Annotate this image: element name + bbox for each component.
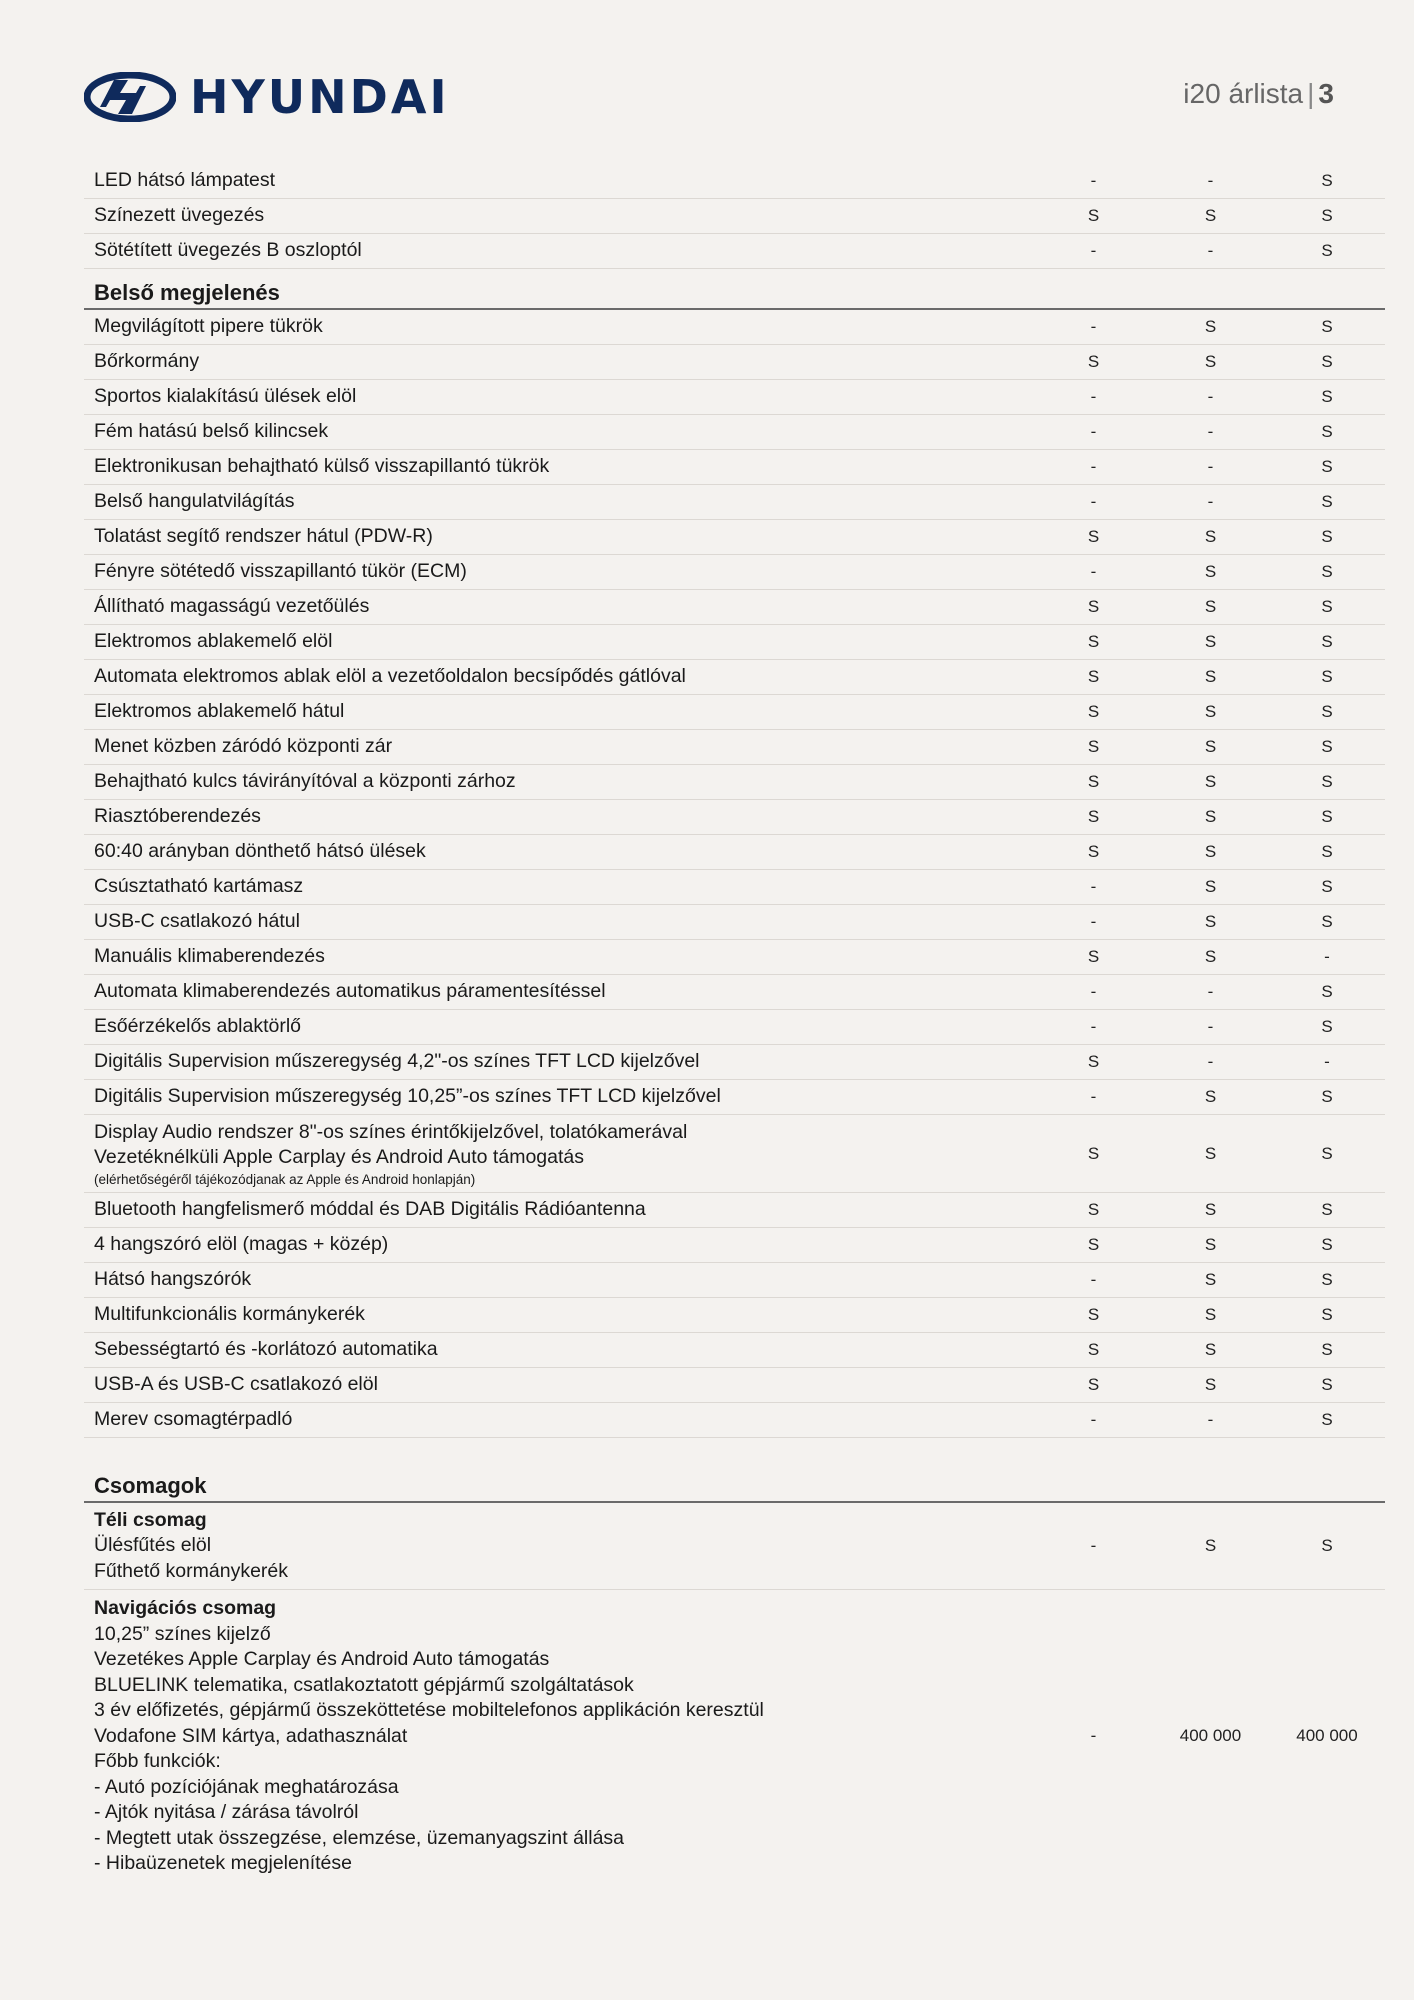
value-cell: S [1321,632,1333,651]
table-row [84,870,1385,905]
row-label: Színezett üvegezés [94,204,265,227]
value-cell: S [1321,912,1333,931]
row-label: Állítható magasságú vezetőülés [94,595,370,618]
table-row [84,310,1385,345]
package-line: Vezetékes Apple Carplay és Android Auto támogatás [94,1648,550,1670]
hyundai-logo [84,72,450,122]
value-cell: S [1204,947,1217,966]
value-cell: S [1087,1375,1100,1394]
table-row [84,730,1385,765]
table-row [84,1045,1385,1080]
table-row [84,905,1385,940]
value-cell: S [1087,1143,1100,1163]
value-cell: S [1321,492,1333,511]
package-line: Vodafone SIM kártya, adathasználat [94,1724,408,1747]
table-row [84,695,1385,730]
row-label: Bőrkormány [94,350,200,373]
row-label: Elektromos ablakemelő elöl [94,630,333,653]
value-cell: - [1090,1017,1097,1036]
row-label: Automata klimaberendezés automatikus páramentesítéssel [94,980,606,1003]
value-cell: S [1321,457,1333,476]
value-cell: S [1087,206,1100,225]
value-cell: S [1204,667,1217,686]
value-cell: S [1204,1235,1217,1254]
package-row-winter [84,1503,1385,1590]
row-label: Fém hatású belső kilincsek [94,420,329,443]
interior-rows [84,310,1385,1115]
row-label: 60:40 arányban dönthető hátsó ülések [94,840,426,863]
row-label: USB-A és USB-C csatlakozó elöl [94,1373,378,1396]
value-cell: 400 000 [1179,1726,1242,1746]
value-cell: S [1204,597,1217,616]
row-label: Digitális Supervision műszeregység 4,2"-os színes TFT LCD kijelzővel [94,1050,700,1073]
package-line: - Ajtók nyitása / zárása távolról [94,1801,359,1823]
table-row [84,765,1385,800]
value-cell: S [1204,807,1217,826]
value-cell: S [1321,877,1333,896]
table-row [84,520,1385,555]
value-cell: S [1204,1375,1217,1394]
table-row [84,345,1385,380]
row-label: Bluetooth hangfelismerő móddal és DAB Digitális Rádióantenna [94,1198,646,1221]
table-row [84,835,1385,870]
hyundai-emblem-icon [84,72,176,122]
table-row [84,1080,1385,1115]
value-cell: - [1090,912,1097,931]
value-cell: S [1087,632,1100,651]
value-cell: S [1321,1235,1333,1254]
package-details [84,1502,1035,1591]
row-label: 4 hangszóró elöl (magas + közép) [94,1233,389,1256]
package-line: 3 év előfizetés, gépjármű összeköttetése mobiltelefonos applikáción keresztül [94,1699,764,1721]
package-line: - Hibaüzenetek megjelenítése [94,1852,352,1874]
value-cell: S [1204,562,1217,581]
package-line: Fűthető kormánykerék [94,1559,289,1582]
section-header-interior [84,269,1385,310]
table-row [84,450,1385,485]
table-row [84,199,1385,234]
value-cell: S [1204,1270,1217,1289]
value-cell: S [1204,1536,1217,1555]
value-cell: S [1204,1305,1217,1324]
value-cell: S [1204,352,1217,371]
value-cell: - [1324,947,1330,966]
value-cell: S [1321,387,1333,406]
table-row [84,485,1385,520]
value-cell: S [1204,772,1217,791]
table-row [84,415,1385,450]
value-cell: S [1321,527,1333,546]
value-cell: S [1321,737,1333,756]
value-cell: S [1087,667,1100,686]
row-label: Esőérzékelős ablaktörlő [94,1015,302,1038]
spacer [84,1438,1385,1466]
exterior-rows [84,164,1385,269]
page-heading [1183,78,1334,110]
value-cell: S [1321,982,1333,1001]
row-label: Riasztóberendezés [94,805,261,828]
value-cell: S [1204,702,1217,721]
value-cell: S [1087,772,1100,791]
value-cell: S [1204,1087,1217,1106]
table-row [84,800,1385,835]
value-cell: - [1090,171,1097,190]
value-cell: S [1087,807,1100,826]
value-cell: - [1090,457,1097,476]
value-cell: S [1321,702,1333,721]
value-cell: - [1090,387,1097,406]
row-label: Sötétített üvegezés B oszloptól [94,239,362,262]
value-cell: S [1321,1143,1333,1163]
package-details [84,1590,1035,1883]
value-cell: S [1321,1410,1333,1429]
value-cell: S [1204,842,1217,861]
table-row [84,975,1385,1010]
row-label-line: Display Audio rendszer 8"-os színes érintőkijelzővel, tolatókamerával [94,1120,688,1143]
value-cell: S [1204,1200,1217,1219]
value-cell: - [1207,457,1214,476]
package-line: - Autó pozíciójának meghatározása [94,1775,399,1798]
value-cell: S [1321,422,1333,441]
value-cell: S [1321,317,1333,336]
title-separator: | [1307,78,1315,109]
page-header [84,72,1334,124]
table-row [84,164,1385,199]
value-cell: S [1087,1235,1100,1254]
value-cell: S [1321,597,1333,616]
value-cell: - [1207,1410,1214,1429]
value-cell: S [1321,667,1333,686]
section-title: Csomagok [94,1473,207,1498]
row-label: Tolatást segítő rendszer hátul (PDW-R) [94,525,433,548]
value-cell: S [1321,171,1333,190]
table-row [84,1193,1385,1228]
value-cell: - [1090,241,1097,260]
row-note: (elérhetőségéről tájékozódjanak az Apple és Android honlapján) [94,1171,476,1187]
value-cell: - [1090,982,1097,1001]
value-cell: S [1204,877,1217,896]
package-line: 10,25” színes kijelző [94,1622,271,1645]
value-cell: S [1321,772,1333,791]
value-cell: S [1321,1200,1333,1219]
row-label: Automata elektromos ablak elöl a vezetőoldalon becsípődés gátlóval [94,665,686,688]
row-label: LED hátsó lámpatest [94,169,276,192]
table-row [84,625,1385,660]
value-cell: S [1087,702,1100,721]
value-cell: - [1090,1270,1097,1289]
value-cell: S [1204,206,1217,225]
value-cell: S [1204,632,1217,651]
row-label: Megvilágított pipere tükrök [94,315,323,338]
table-row [84,380,1385,415]
value-cell: S [1321,1340,1333,1359]
value-cell: S [1087,842,1100,861]
value-cell: S [1087,1340,1100,1359]
row-label: Menet közben záródó központi zár [94,735,393,758]
value-cell: S [1087,597,1100,616]
value-cell: - [1090,317,1097,336]
package-line: BLUELINK telematika, csatlakoztatott gépjármű szolgáltatások [94,1673,634,1696]
value-cell: - [1207,982,1214,1001]
row-label: Merev csomagtérpadló [94,1408,293,1431]
value-cell: S [1087,737,1100,756]
table-row [84,590,1385,625]
value-cell: S [1321,1087,1333,1106]
row-label: Multifunkcionális kormánykerék [94,1303,365,1326]
row-label: Sebességtartó és -korlátozó automatika [94,1338,438,1361]
package-line: Főbb funkciók: [94,1750,221,1772]
row-label: Manuális klimaberendezés [94,945,325,968]
package-title: Navigációs csomag [94,1597,277,1619]
section-header-packages [84,1466,1385,1503]
table-row [84,660,1385,695]
value-cell: - [1090,422,1097,441]
value-cell: S [1087,352,1100,371]
row-label: Hátsó hangszórók [94,1268,252,1291]
brand-wordmark: HYUNDAI [190,70,450,124]
table-row [84,555,1385,590]
package-line: Ülésfűtés elöl [94,1534,212,1557]
package-line: - Megtett utak összegzése, elemzése, üzemanyagszint állása [94,1826,625,1849]
row-label-line: Vezetéknélküli Apple Carplay és Android Auto támogatás [94,1146,584,1168]
row-label: Digitális Supervision műszeregység 10,25”-os színes TFT LCD kijelzővel [94,1085,721,1108]
section-title: Belső megjelenés [94,280,280,305]
value-cell: - [1090,492,1097,511]
row-label: Behajtható kulcs távirányítóval a központi zárhoz [94,770,516,793]
value-cell: - [1090,1536,1097,1555]
row-label: USB-C csatlakozó hátul [94,910,300,933]
value-cell: - [1090,1726,1097,1746]
table-row [84,940,1385,975]
value-cell: - [1324,1052,1330,1071]
page-number: 3 [1318,78,1334,109]
value-cell: - [1207,241,1214,260]
row-label: Belső hangulatvilágítás [94,490,295,513]
row-label: Elektromos ablakemelő hátul [94,700,345,723]
value-cell: S [1321,842,1333,861]
value-cell: - [1090,1087,1097,1106]
table-row [84,1298,1385,1333]
value-cell: - [1090,562,1097,581]
value-cell: S [1204,1143,1217,1163]
value-cell: 400 000 [1296,1726,1358,1746]
value-cell: S [1204,737,1217,756]
table-row [84,1115,1385,1193]
value-cell: S [1321,241,1333,260]
value-cell: S [1321,1270,1333,1289]
value-cell: - [1207,422,1214,441]
value-cell: S [1321,352,1333,371]
value-cell: S [1087,1305,1100,1324]
price-list-table [84,164,1385,1883]
value-cell: S [1087,1052,1100,1071]
value-cell: - [1207,387,1214,406]
value-cell: S [1321,206,1333,225]
row-label: Sportos kialakítású ülések elöl [94,385,357,408]
value-cell: S [1087,527,1100,546]
table-row [84,1263,1385,1298]
row-label: Fényre sötétedő visszapillantó tükör (ECM) [94,560,467,583]
value-cell: - [1207,171,1214,190]
table-row [84,1010,1385,1045]
value-cell: S [1087,1200,1100,1219]
value-cell: - [1090,1410,1097,1429]
value-cell: S [1321,1017,1333,1036]
value-cell: S [1321,562,1333,581]
doc-title: i20 árlista [1183,78,1304,109]
table-row [84,1368,1385,1403]
package-row-navigation [84,1590,1385,1883]
row-label [84,1120,1035,1188]
value-cell: - [1090,877,1097,896]
value-cell: S [1204,527,1217,546]
interior-rows-continued [84,1193,1385,1438]
row-label: Csúsztatható kartámasz [94,875,304,898]
table-row [84,1228,1385,1263]
value-cell: S [1321,1536,1333,1555]
table-row [84,1333,1385,1368]
value-cell: S [1204,1340,1217,1359]
row-label: Elektronikusan behajtható külső visszapillantó tükrök [94,455,550,478]
value-cell: S [1204,317,1217,336]
value-cell: - [1207,1017,1214,1036]
table-row [84,1403,1385,1438]
value-cell: - [1207,492,1214,511]
package-title: Téli csomag [94,1508,207,1531]
value-cell: S [1087,947,1100,966]
value-cell: S [1321,1305,1333,1324]
value-cell: S [1321,807,1333,826]
value-cell: S [1204,912,1217,931]
value-cell: - [1207,1052,1214,1071]
table-row [84,234,1385,269]
value-cell: S [1321,1375,1333,1394]
